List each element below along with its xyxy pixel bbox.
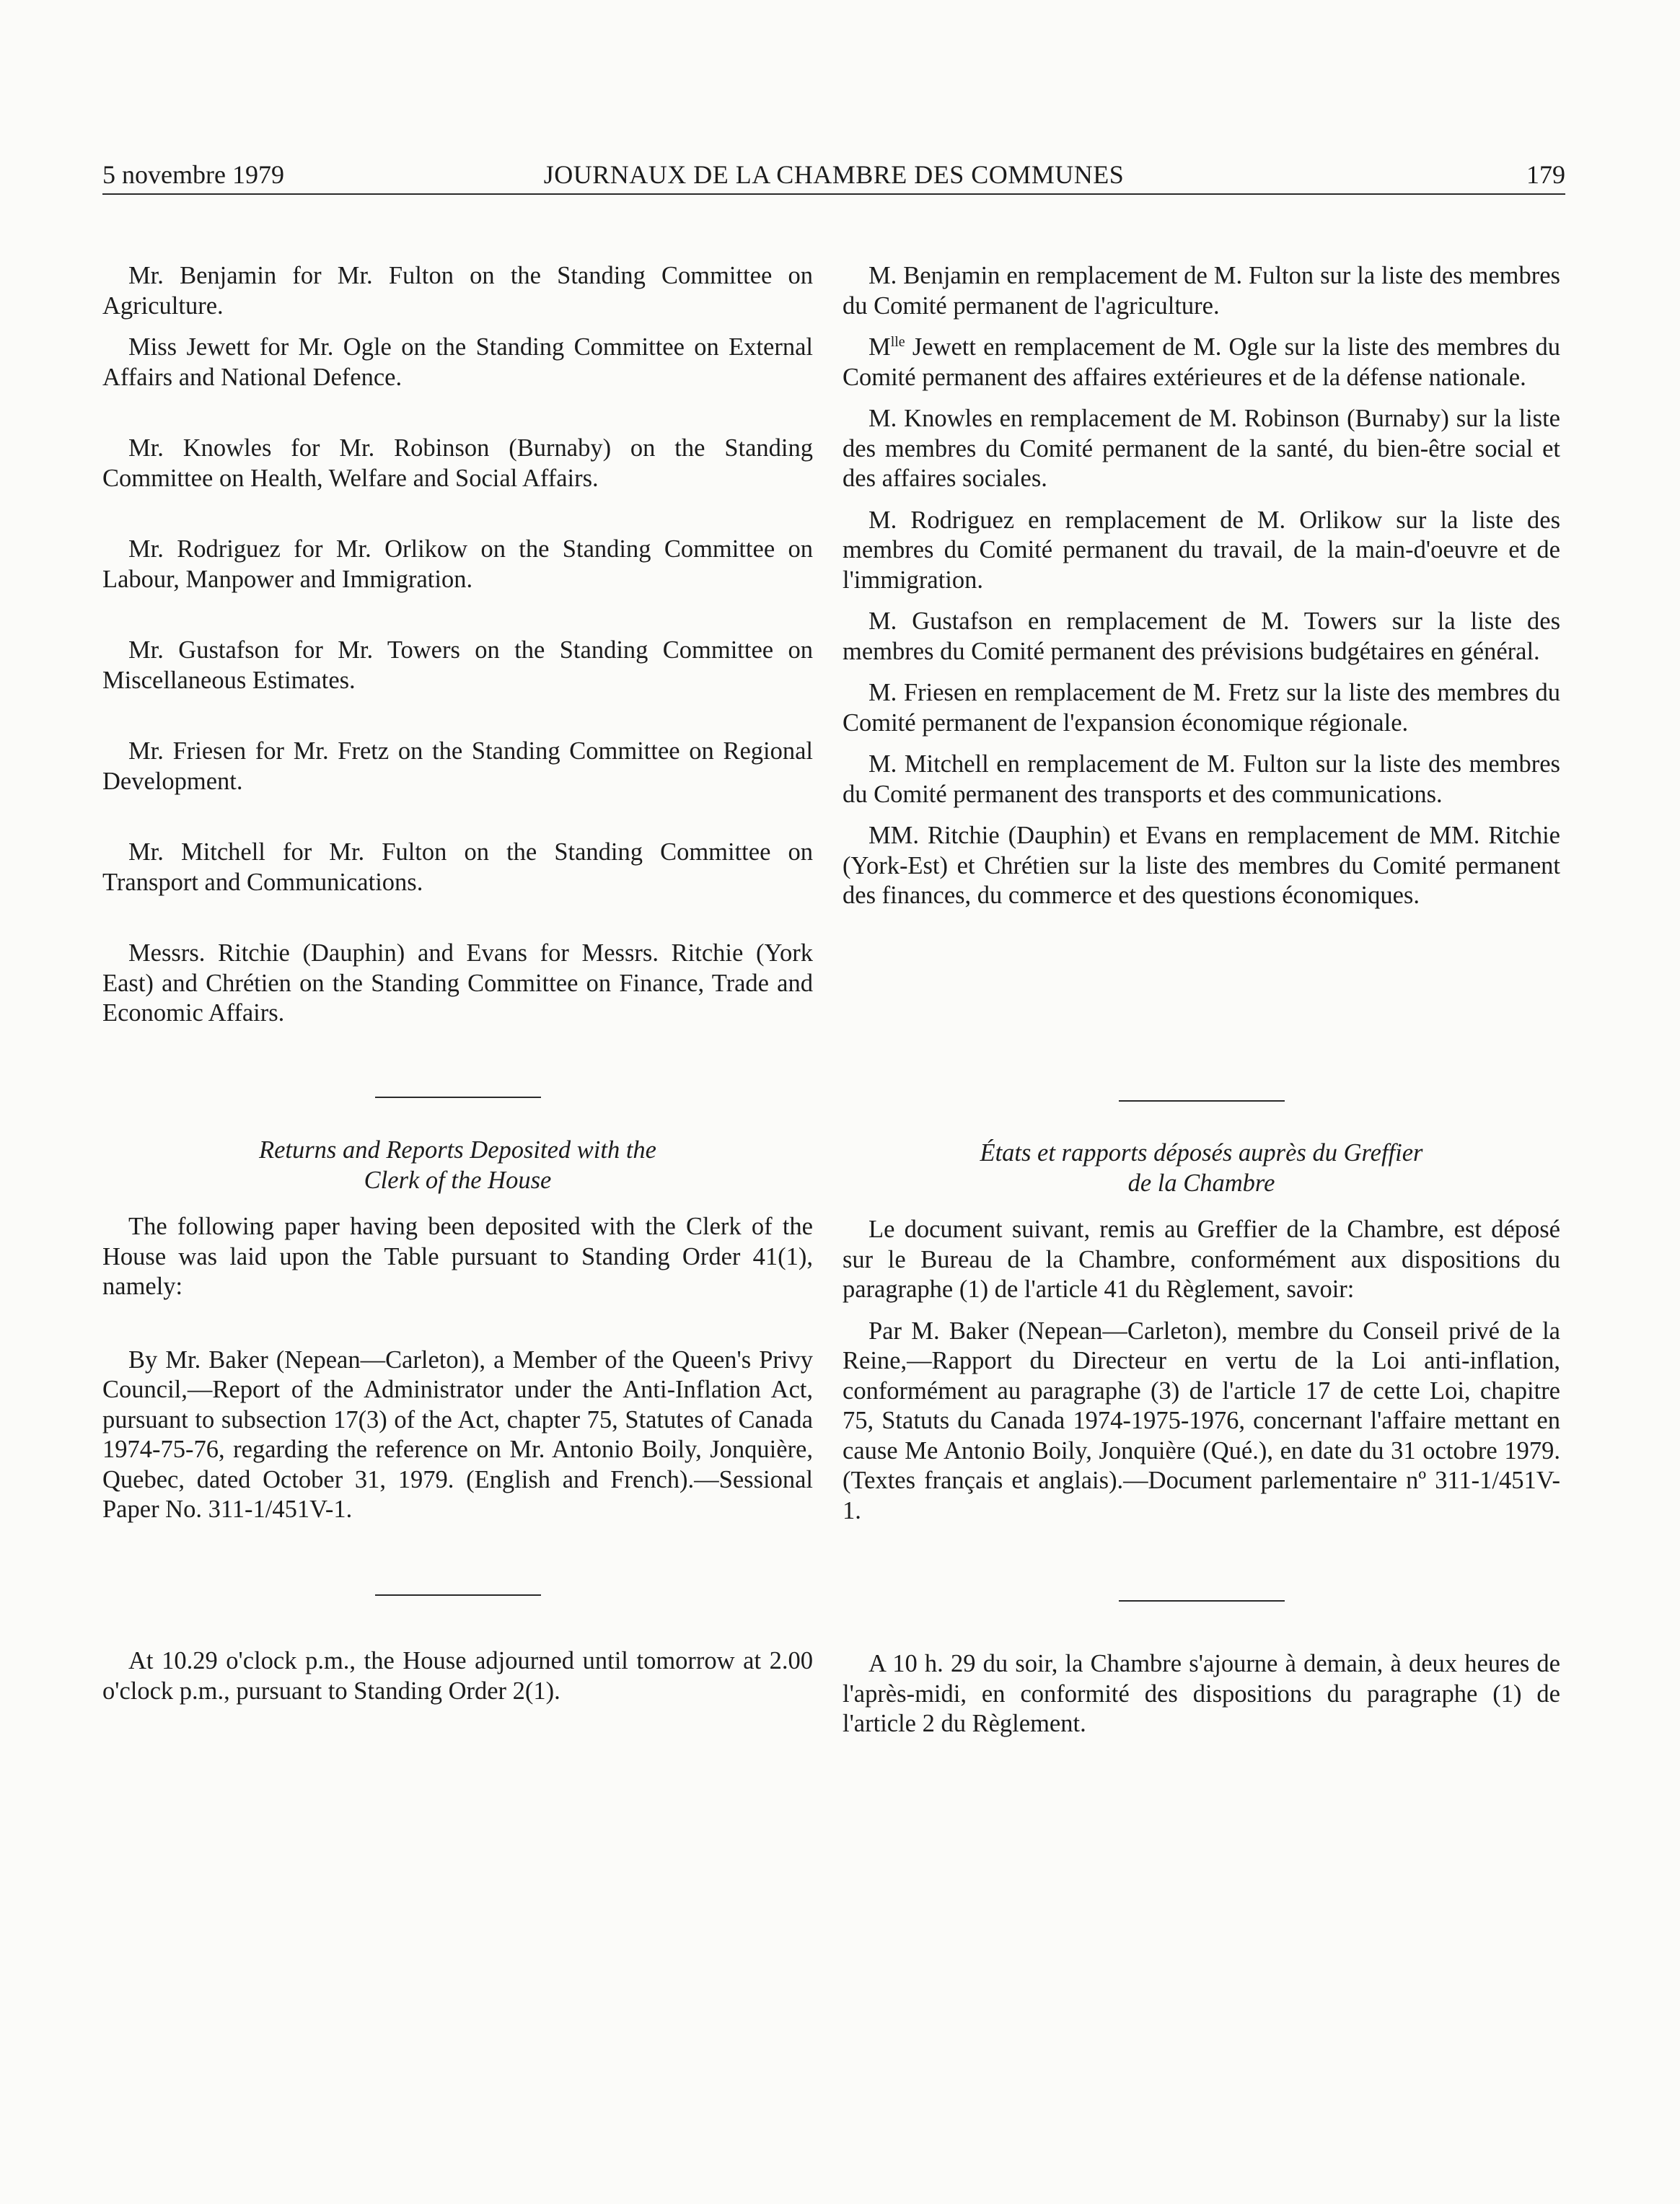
returns-body-en (102, 1212, 813, 1525)
adjournment-fr (843, 1649, 1560, 1739)
section-divider-fr-2 (843, 1600, 1560, 1602)
returns-body-fr (843, 1215, 1560, 1526)
substitution-entry: MM. Ritchie (Dauphin) et Evans en remplacement de MM. Ritchie (York-Est) et Chrétien sur la liste des membres du Comité permanent des finances, du commerce et des questions économiques. (843, 822, 1560, 909)
header-title: JOURNAUX DE LA CHAMBRE DES COMMUNES (543, 160, 1125, 189)
running-header (102, 156, 1565, 195)
substitution-entry: Mr. Knowles for Mr. Robinson (Burnaby) on the Standing Committee on Health, Welfare and Social Affairs. (102, 434, 813, 492)
adjournment-text: A 10 h. 29 du soir, la Chambre s'ajourne à demain, à deux heures de l'après-midi, en conformité des dispositions du paragraphe (1) de l'article 2 du Règlement. (843, 1650, 1560, 1737)
substitution-entry: Miss Jewett for Mr. Ogle on the Standing Committee on External Affairs and National Defence. (102, 333, 813, 391)
substitution-entry: M. Mitchell en remplacement de M. Fulton sur la liste des membres du Comité permanent des transports et des communications. (843, 750, 1560, 808)
substitution-entry: Mr. Benjamin for Mr. Fulton on the Standing Committee on Agriculture. (102, 262, 813, 320)
substitution-entry: Mr. Rodriguez for Mr. Orlikow on the Standing Committee on Labour, Manpower and Immigration. (102, 535, 813, 593)
returns-heading-line: Returns and Reports Deposited with the (259, 1136, 656, 1164)
substitution-entry: M. Friesen en remplacement de M. Fretz sur la liste des membres du Comité permanent de l'expansion économique régionale. (843, 679, 1560, 737)
substitution-entry: M. Knowles en remplacement de M. Robinson (Burnaby) sur la liste des membres du Comité permanent de la santé, du bien-être social et des affaires sociales. (843, 405, 1560, 492)
adjournment-en (102, 1646, 813, 1706)
substitution-entry (843, 333, 1560, 392)
substitution-entry: M. Gustafson en remplacement de M. Towers sur la liste des membres du Comité permanent des prévisions budgétaires en général. (843, 607, 1560, 665)
substitution-entry: Messrs. Ritchie (Dauphin) and Evans for Messrs. Ritchie (York East) and Chrétien on the Standing Committee on Finance, Trade and Economic Affairs. (102, 939, 813, 1027)
returns-intro: Le document suivant, remis au Greffier de la Chambre, est déposé sur le Bureau de la Chambre, conformément aux dispositions du paragraphe (1) de l'article 41 du Règlement, savoir: (843, 1216, 1560, 1303)
section-divider-en-2 (102, 1594, 813, 1596)
returns-heading-en (102, 1136, 813, 1195)
french-column (843, 261, 1560, 911)
miss-prefix: $M^{lle}$ (868, 333, 905, 361)
substitution-entry: Mr. Friesen for Mr. Fretz on the Standing Committee on Regional Development. (102, 737, 813, 795)
substitution-entry: M. Benjamin en remplacement de M. Fulton sur la liste des membres du Comité permanent de l'agriculture. (843, 262, 1560, 320)
returns-heading-line: Clerk of the House (364, 1166, 552, 1194)
returns-item: Par M. Baker (Nepean—Carleton), membre du Conseil privé de la Reine,—Rapport du Directeur en vertu de la Loi anti-inflation, conformément au paragraphe (3) de l'article 17 de cette Loi, chapitre 75, Statuts du Canada 1974-1975-1976, concernant l'affaire mettant en cause Me Antonio Boily, Jonquière (Qué.), en date du 31 octobre 1979. (Textes français et anglais).—Document parlementaire nº 311-1/451V-1. (843, 1317, 1560, 1524)
returns-item: By Mr. Baker (Nepean—Carleton), a Member of the Queen's Privy Council,—Report of the Administrator under the Anti-Inflation Act, pursuant to subsection 17(3) of the Act, chapter 75, Statutes of Canada 1974-75-76, regarding the reference on Mr. Antonio Boily, Jonquière, Quebec, dated October 31, 1979. (English and French).—Sessional Paper No. 311-1/451V-1. (102, 1345, 813, 1523)
substitution-entry: M. Rodriguez en remplacement de M. Orlikow sur la liste des membres du Comité permanent du travail, de la main-d'oeuvre et de l'immigration. (843, 506, 1560, 594)
substitution-text: Jewett en remplacement de M. Ogle sur la liste des membres du Comité permanent des affaires extérieures et de la défense nationale. (843, 333, 1561, 391)
section-divider-fr-1 (843, 1100, 1560, 1102)
substitution-entry: Mr. Gustafson for Mr. Towers on the Standing Committee on Miscellaneous Estimates. (102, 636, 813, 694)
returns-heading-line: États et rapports déposés auprès du Greffier (980, 1139, 1423, 1167)
substitution-entry: Mr. Mitchell for Mr. Fulton on the Standing Committee on Transport and Communications. (102, 838, 813, 896)
english-column (102, 261, 813, 1029)
header-date: 5 novembre 1979 (102, 160, 284, 189)
returns-intro: The following paper having been deposited with the Clerk of the House was laid upon the Table pursuant to Standing Order 41(1), namely: (102, 1213, 813, 1300)
section-divider-en-1 (102, 1097, 813, 1098)
adjournment-text: At 10.29 o'clock p.m., the House adjourned until tomorrow at 2.00 o'clock p.m., pursuant to Standing Order 2(1). (102, 1647, 813, 1705)
page-number: 179 (1526, 160, 1565, 189)
returns-heading-fr (843, 1138, 1560, 1198)
returns-heading-line: de la Chambre (1127, 1169, 1275, 1197)
